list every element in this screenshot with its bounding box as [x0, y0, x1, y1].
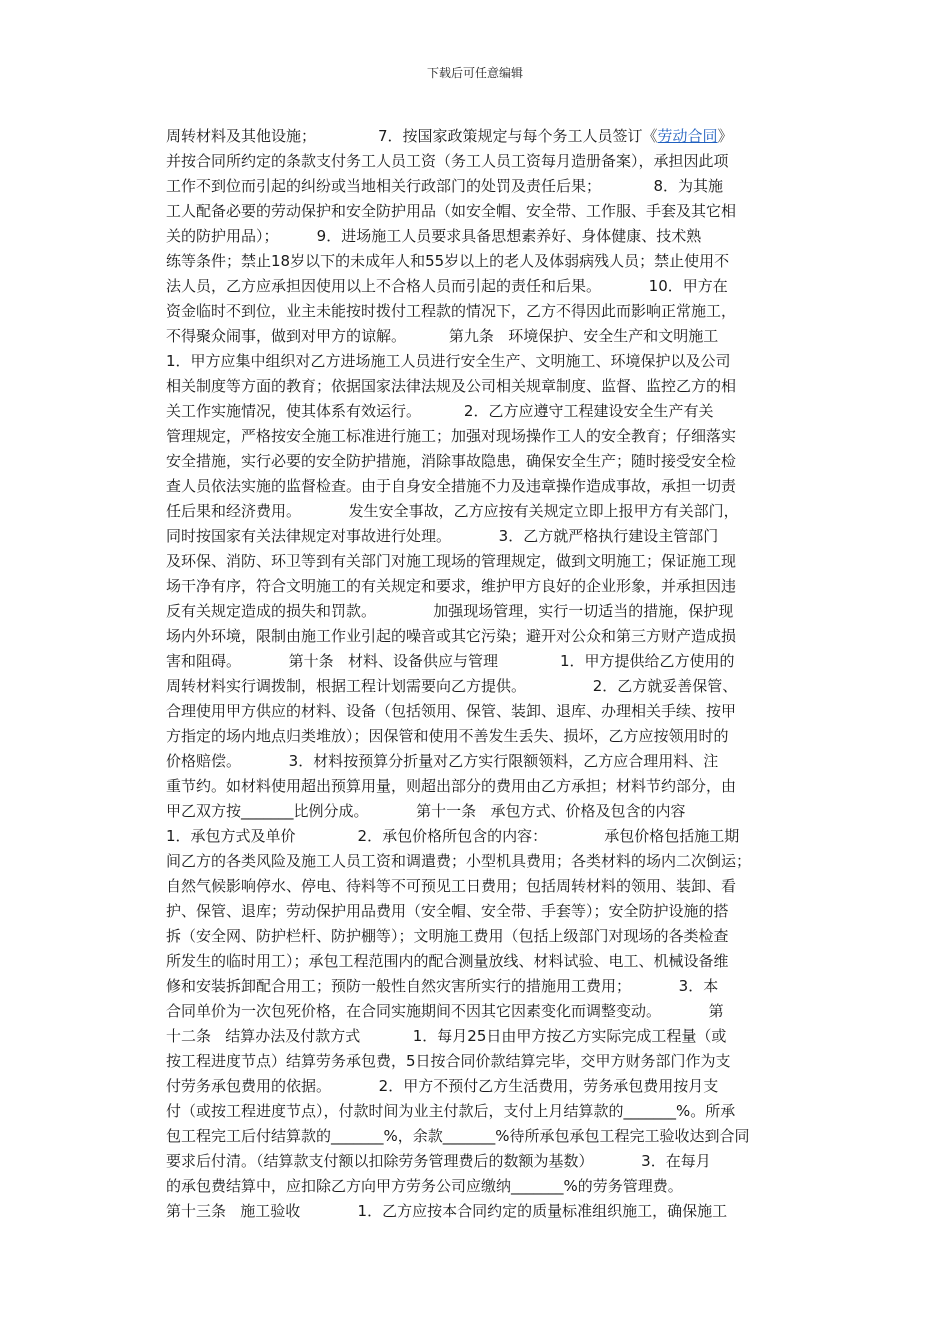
text-line: 所发生的临时用工）；承包工程范围内的配合测量放线、材料试验、电工、机械设备维: [166, 952, 729, 970]
text-line: 方指定的场内地点归类堆放）；因保管和使用不善发生丢失、损坏，乙方应按领用时的: [166, 727, 729, 745]
text-line: 付劳务承包费用的依据。 2．甲方不预付乙方生活费用，劳务承包费用按月支: [166, 1077, 719, 1095]
text-line: 合理使用甲方供应的材料、设备（包括领用、保管、装卸、退库、办理相关手续、按甲: [166, 702, 737, 720]
text-line: 修和安装拆卸配合用工；预防一般性自然灾害所实行的措施用工费用； 3．本: [166, 977, 719, 995]
text-line: 周转材料实行调拨制，根据工程计划需要向乙方提供。 2．乙方就妥善保管、: [166, 677, 738, 695]
text-line: 1．甲方应集中组织对乙方进场施工人员进行安全生产、文明施工、环境保护以及公司: [166, 352, 731, 370]
text-line: 资金临时不到位，业主未能按时拨付工程款的情况下，乙方不得因此而影响正常施工，: [166, 302, 737, 320]
text-line: 法人员，乙方应承担因使用以上不合格人员而引起的责任和后果。 10．甲方在: [166, 277, 728, 295]
text-line: 的承包费结算中，应扣除乙方向甲方劳务公司应缴纳_______%的劳务管理费。: [166, 1177, 683, 1195]
text-line: 第十三条 施工验收 1．乙方应按本合同约定的质量标准组织施工，确保施工: [166, 1202, 728, 1220]
page-header: [0, 64, 950, 81]
text-line: 包工程完工后付结算款的_______%，余款_______%待所承包承包工程完工验收达到合同: [166, 1127, 750, 1145]
text-line: 间乙方的各类风险及施工人员工资和调遣费；小型机具费用；各类材料的场内二次倒运；: [166, 852, 752, 870]
text-line: 十二条 结算办法及付款方式 1．每月25日由甲方按乙方实际完成工程量（或: [166, 1027, 727, 1045]
text-line: 拆（安全网、防护栏杆、防护棚等）；文明施工费用（包括上级部门对现场的各类检查: [166, 927, 729, 945]
text-line: 及环保、消防、环卫等到有关部门对施工现场的管理规定，做到文明施工；保证施工现: [166, 552, 737, 570]
text-line: 不得聚众闹事，做到对甲方的谅解。 第九条 环境保护、安全生产和文明施工: [166, 327, 719, 345]
text-line: 要求后付清。（结算款支付额以扣除劳务管理费后的数额为基数） 3．在每月: [166, 1152, 711, 1170]
header-text: 下载后可任意编辑: [426, 66, 523, 80]
text-line: 查人员依法实施的监督检查。由于自身安全措施不力及违章操作造成事故，承担一切责: [166, 477, 737, 495]
labor-contract-link[interactable]: 劳动合同: [657, 127, 718, 145]
document-body: [166, 124, 806, 1224]
text-line: 反有关规定造成的损失和罚款。 加强现场管理，实行一切适当的措施，保护现: [166, 602, 734, 620]
text-line: 合同单价为一次包死价格，在合同实施期间不因其它因素变化而调整变动。 第: [166, 1002, 724, 1020]
text-line: 自然气候影响停水、停电、待料等不可预见工日费用；包括周转材料的领用、装卸、看: [166, 877, 737, 895]
text-line: 工作不到位而引起的纠纷或当地相关行政部门的处罚及责任后果； 8．为其施: [166, 177, 723, 195]
text-line: 工人配备必要的劳动保护和安全防护用品（如安全帽、安全带、工作服、手套及其它相: [166, 202, 737, 220]
text-line: 付（或按工程进度节点），付款时间为业主付款后，支付上月结算款的_______%。所承: [166, 1102, 736, 1120]
text-line: 价格赔偿。 3．材料按预算分折量对乙方实行限额领料，乙方应合理用料、注: [166, 752, 719, 770]
text-line: 管理规定，严格按安全施工标准进行施工；加强对现场操作工人的安全教育；仔细落实: [166, 427, 737, 445]
text-line: 场干净有序，符合文明施工的有关规定和要求，维护甲方良好的企业形象，并承担因违: [166, 577, 737, 595]
text-line: 1．承包方式及单价 2．承包价格所包含的内容： 承包价格包括施工期: [166, 827, 740, 845]
text-line: 关的防护用品）； 9．进场施工人员要求具备思想素养好、身体健康、技术熟: [166, 227, 702, 245]
text-line: 同时按国家有关法律规定对事故进行处理。 3．乙方就严格执行建设主管部门: [166, 527, 719, 545]
text-line: 按工程进度节点）结算劳务承包费，5日按合同价款结算完毕，交甲方财务部门作为支: [166, 1052, 731, 1070]
text-line: 练等条件；禁止18岁以下的未成年人和55岁以上的老人及体弱病残人员；禁止使用不: [166, 252, 730, 270]
text-line: 重节约。如材料使用超出预算用量，则超出部分的费用由乙方承担；材料节约部分，由: [166, 777, 737, 795]
text-line: 护、保管、退库；劳动保护用品费用（安全帽、安全带、手套等）；安全防护设施的搭: [166, 902, 729, 920]
text-line: [166, 124, 806, 149]
text-line: 并按合同所约定的条款支付务工人员工资（务工人员工资每月造册备案），承担因此项: [166, 152, 729, 170]
text-line: 相关制度等方面的教育；依据国家法律法规及公司相关规章制度、监督、监控乙方的相: [166, 377, 737, 395]
text-line: 关工作实施情况，使其体系有效运行。 2．乙方应遵守工程建设安全生产有关: [166, 402, 714, 420]
text-line: 任后果和经济费用。 发生安全事故，乙方应按有关规定立即上报甲方有关部门，: [166, 502, 739, 520]
text-segment: 》: [717, 127, 733, 145]
text-segment: 周转材料及其他设施； 7．按国家政策规定与每个务工人员签订《: [166, 127, 658, 145]
text-line: 甲乙双方按_______比例分成。 第十一条 承包方式、价格及包含的内容: [166, 802, 686, 820]
text-line: 害和阻碍。 第十条 材料、设备供应与管理 1．甲方提供给乙方使用的: [166, 652, 735, 670]
text-line: 安全措施，实行必要的安全防护措施，消除事故隐患，确保安全生产；随时接受安全检: [166, 452, 737, 470]
text-line: 场内外环境，限制由施工作业引起的噪音或其它污染；避开对公众和第三方财产造成损: [166, 627, 737, 645]
